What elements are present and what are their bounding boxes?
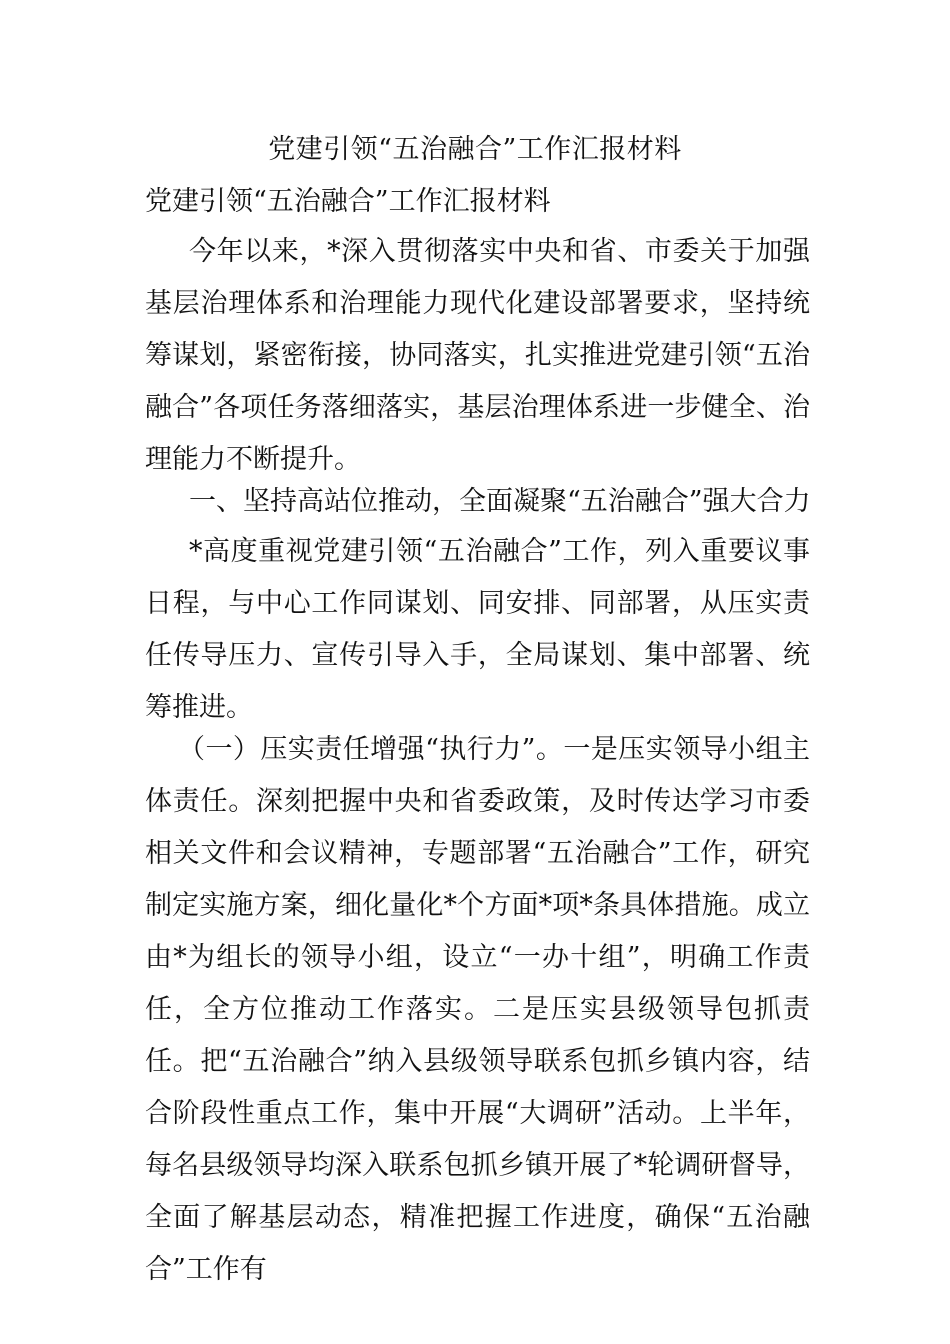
section-1-paragraph: *高度重视党建引领“五治融合”工作，列入重要议事日程，与中心工作同谋划、同安排、同部署，从压实责任传导压力、宣传引导入手，全局谋划、集中部署、统筹推进。 [145, 536, 810, 723]
intro-paragraph: 今年以来，*深入贯彻落实中央和省、市委关于加强基层治理体系和治理能力现代化建设部署要求，坚持统筹谋划，紧密衔接，协同落实，扎实推进党建引领“五治融合”各项任务落细落实，基层治理体系进一步健全、治理能力不断提升。 [145, 236, 810, 475]
section-heading-1: 一、坚持高站位推动，全面凝聚“五治融合”强大合力 [189, 486, 811, 517]
document-subtitle: 党建引领“五治融合”工作汇报材料 [145, 186, 551, 217]
document-title: 党建引领“五治融合”工作汇报材料 [268, 134, 682, 165]
subsection-1-paragraph: （一）压实责任增强“执行力”。一是压实领导小组主体责任。深刻把握中央和省委政策，及时传达学习市委相关文件和会议精神，专题部署“五治融合”工作，研究制定实施方案，细化量化*个方面*项*条具体措施。成立由*为组长的领导小组，设立“一办十组”，明确工作责任，全方位推动工作落实。二是压实县级领导包抓责任。把“五治融合”纳入县级领导联系包抓乡镇内容，结合阶段性重点工作，集中开展“大调研”活动。上半年，每名县级领导均深入联系包抓乡镇开展了*轮调研督导，全面了解基层动态，精准把握工作进度，确保“五治融合”工作有 [145, 734, 810, 1285]
